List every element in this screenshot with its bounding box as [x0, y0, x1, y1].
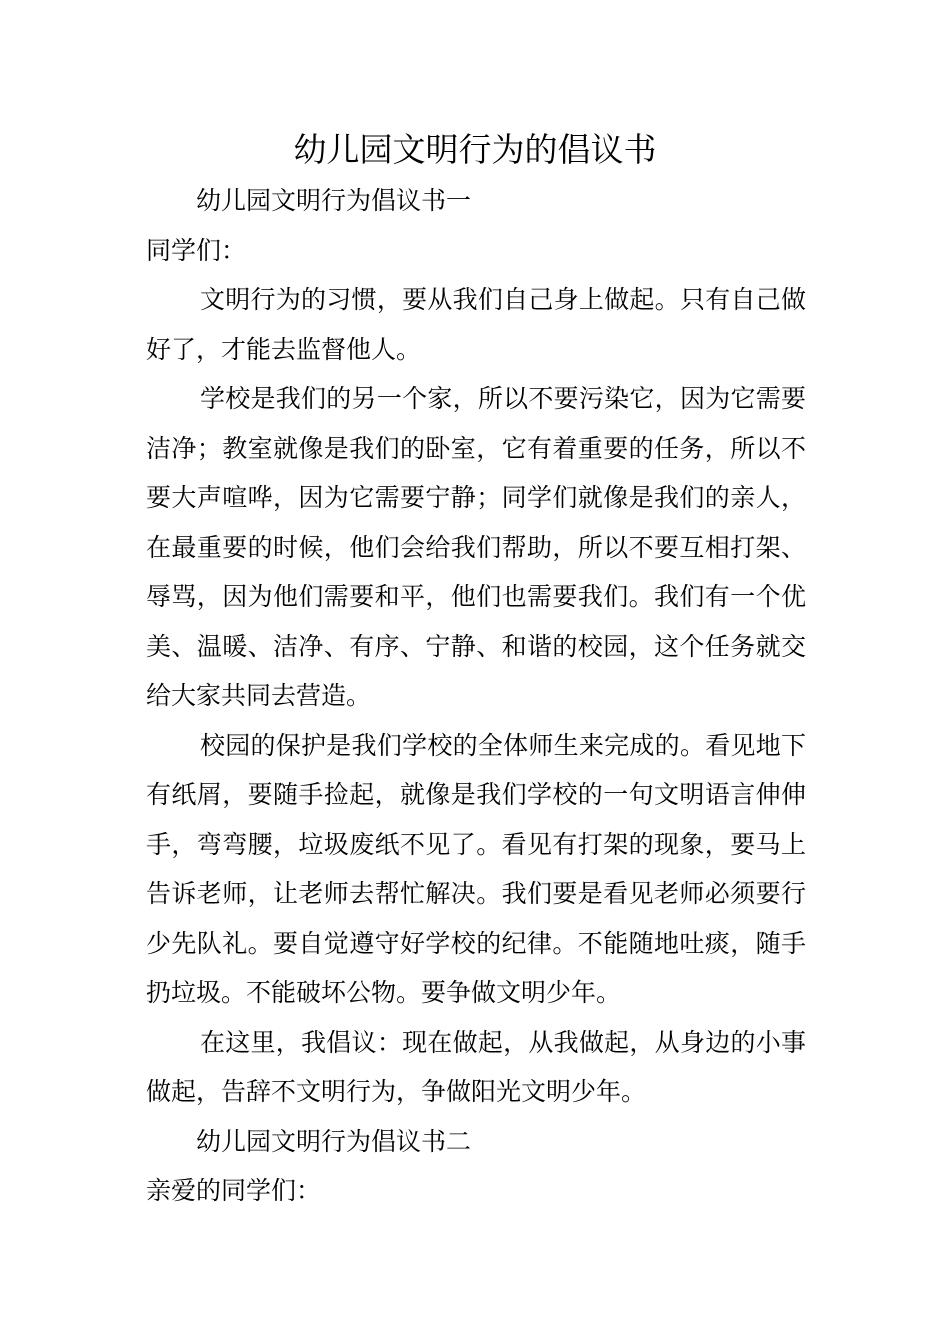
paragraph-4: 在这里，我倡议：现在做起，从我做起，从身边的小事做起，告辞不文明行为，争做阳光文明少年。 [146, 1027, 806, 1106]
paragraph-1: 文明行为的习惯，要从我们自己身上做起。只有自己做好了，才能去监督他人。 [146, 285, 806, 364]
paragraph-2: 学校是我们的另一个家，所以不要污染它，因为它需要洁净；教室就像是我们的卧室，它有着重要的任务，所以不要大声喧哗，因为它需要宁静；同学们就像是我们的亲人，在最重要的时候，他们会给我们帮助，所以不要互相打架、辱骂，因为他们需要和平，他们也需要我们。我们有一个优美、温暖、洁净、有序、宁静、和谐的校园，这个任务就交给大家共同去营造。 [146, 384, 806, 710]
paragraph-3: 校园的保护是我们学校的全体师生来完成的。看见地下有纸屑，要随手捡起，就像是我们学校的一句文明语言伸伸手，弯弯腰，垃圾废纸不见了。看见有打架的现象，要马上告诉老师，让老师去帮忙解决。我们要是看见老师必须要行少先队礼。要自觉遵守好学校的纪律。不能随地吐痰，随手扔垃圾。不能破坏公物。要争做文明少年。 [146, 730, 806, 1007]
salutation-1: 同学们： [146, 235, 247, 265]
salutation-2: 亲爱的同学们： [146, 1176, 322, 1205]
document-body [146, 176, 806, 1216]
section-heading-2: 幼儿园文明行为倡议书二 [196, 1126, 472, 1156]
document-title: 幼儿园文明行为的倡议书 [293, 130, 657, 169]
section-heading-1: 幼儿园文明行为倡议书一 [196, 186, 472, 215]
